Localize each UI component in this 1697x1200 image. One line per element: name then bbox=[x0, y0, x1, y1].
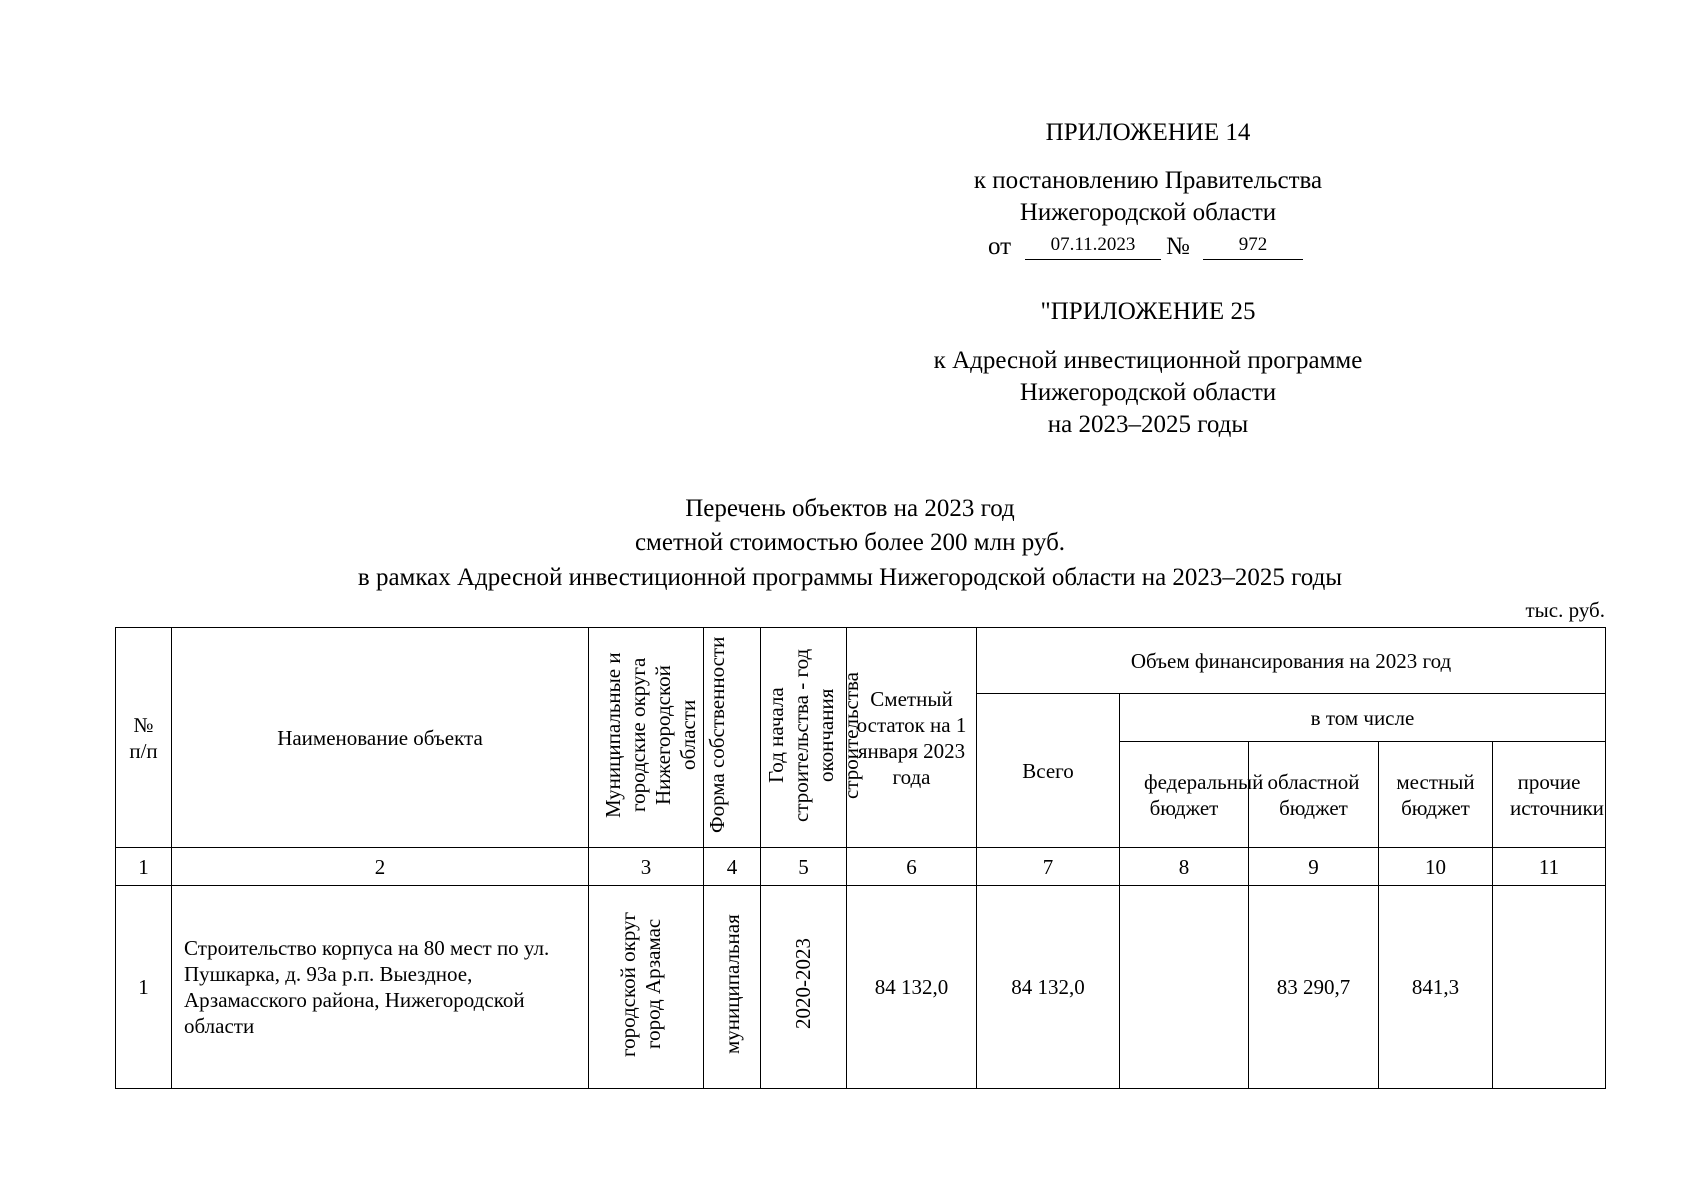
header-total: Всего bbox=[977, 694, 1120, 848]
doc-title-line1: Перечень объектов на 2023 год bbox=[685, 495, 1015, 522]
decree-date: 07.11.2023 bbox=[1050, 234, 1136, 255]
appendix25-title: "ПРИЛОЖЕНИЕ 25 bbox=[1040, 298, 1256, 325]
header-num: № п/п bbox=[116, 628, 172, 848]
row-ownership: муниципальная bbox=[704, 886, 761, 1089]
table-row bbox=[116, 886, 1606, 1089]
col-number: 1 bbox=[116, 848, 172, 886]
col-number: 8 bbox=[1120, 848, 1249, 886]
row-years: 2020-2023 bbox=[761, 886, 847, 1089]
col-number: 7 bbox=[977, 848, 1120, 886]
col-number: 5 bbox=[761, 848, 847, 886]
header-municipality: Муниципальные и городские округа Нижегородской области bbox=[589, 628, 704, 848]
appendix-decree-line1: к постановлению Правительства bbox=[973, 167, 1323, 194]
row-regional: 83 290,7 bbox=[1249, 886, 1379, 1089]
col-number: 4 bbox=[704, 848, 761, 886]
row-municipality: городской округ город Арзамас bbox=[589, 886, 704, 1089]
col-number: 11 bbox=[1493, 848, 1606, 886]
header-name: Наименование объекта bbox=[172, 628, 589, 848]
header-including: в том числе bbox=[1120, 694, 1606, 742]
objects-table bbox=[115, 627, 1606, 1089]
row-other bbox=[1493, 886, 1606, 1089]
row-local: 841,3 bbox=[1379, 886, 1493, 1089]
header-financing: Объем финансирования на 2023 год bbox=[977, 628, 1606, 694]
header-other: прочие источники bbox=[1493, 742, 1606, 848]
appendix25-line1: к Адресной инвестиционной программе bbox=[933, 347, 1363, 374]
appendix-decree-line2: Нижегородской области bbox=[1019, 199, 1277, 226]
header-estimate: Сметный остаток на 1 января 2023 года bbox=[847, 628, 977, 848]
col-number: 9 bbox=[1249, 848, 1379, 886]
header-years: Год начала строительства - год окончания строительства bbox=[761, 628, 847, 848]
appendix25-line2: Нижегородской области bbox=[1019, 379, 1277, 406]
doc-title-line2: сметной стоимостью более 200 млн руб. bbox=[634, 529, 1066, 556]
header-ownership: Форма собственности bbox=[704, 628, 761, 848]
number-underline bbox=[1203, 259, 1303, 260]
col-number: 10 bbox=[1379, 848, 1493, 886]
row-num: 1 bbox=[116, 886, 172, 1089]
col-number: 6 bbox=[847, 848, 977, 886]
header-federal: федеральный бюджет bbox=[1120, 742, 1249, 848]
row-federal bbox=[1120, 886, 1249, 1089]
doc-title-line3: в рамках Адресной инвестиционной программы Нижегородской области на 2023–2025 годы bbox=[357, 564, 1343, 591]
column-numbers-row bbox=[116, 848, 1606, 886]
row-name: Строительство корпуса на 80 мест по ул. Пушкарка, д. 93а р.п. Выездное, Арзамасского района, Нижегородской области bbox=[172, 886, 589, 1089]
number-label: № bbox=[1166, 233, 1190, 260]
row-estimate: 84 132,0 bbox=[847, 886, 977, 1089]
row-total: 84 132,0 bbox=[977, 886, 1120, 1089]
col-number: 2 bbox=[172, 848, 589, 886]
from-label: от bbox=[988, 233, 1012, 260]
decree-number: 972 bbox=[1238, 234, 1268, 255]
col-number: 3 bbox=[589, 848, 704, 886]
date-underline bbox=[1025, 259, 1161, 260]
appendix25-line3: на 2023–2025 годы bbox=[1047, 411, 1249, 438]
header-regional: областной бюджет bbox=[1249, 742, 1379, 848]
units-label: тыс. руб. bbox=[1525, 598, 1605, 622]
appendix-title: ПРИЛОЖЕНИЕ 14 bbox=[1045, 119, 1251, 146]
header-local: местный бюджет bbox=[1379, 742, 1493, 848]
